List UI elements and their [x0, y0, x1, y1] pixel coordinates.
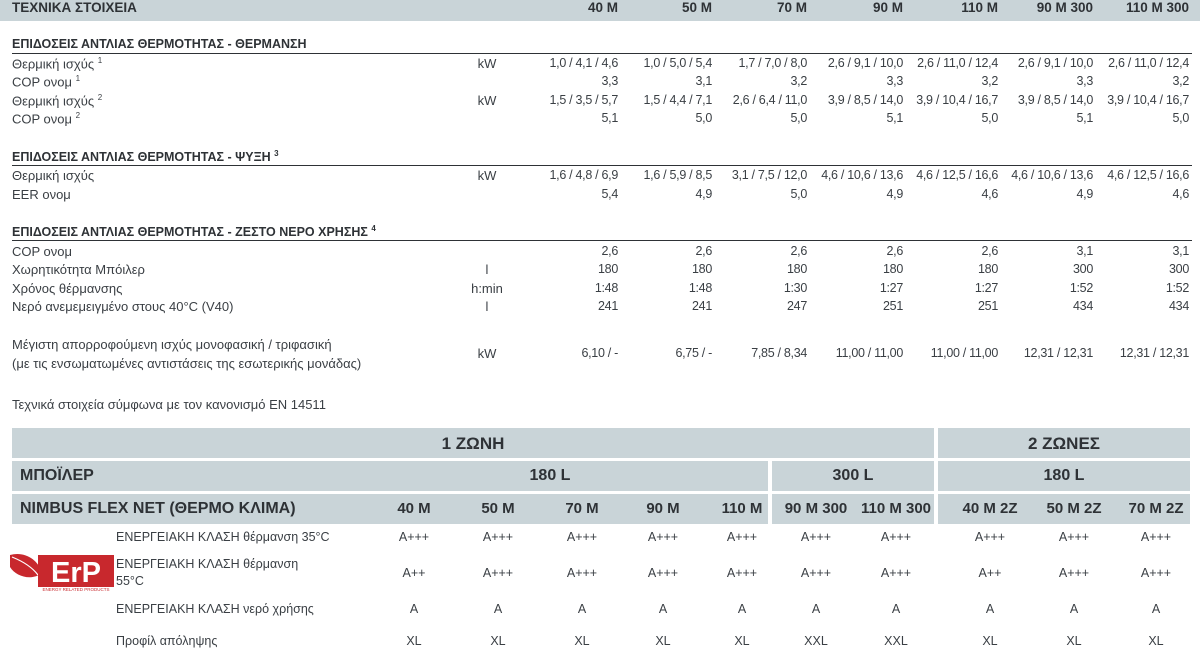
header-model-2: 50 M — [681, 0, 712, 15]
erp-model-5: 110 M — [721, 500, 763, 517]
heating-row-value: 2,6 / 6,4 / 11,0 — [732, 93, 807, 107]
zone2-label: 2 ΖΩΝΕΣ — [1027, 434, 1100, 453]
dhw-row-label: Χωρητικότητα Μπόιλερ — [12, 262, 145, 277]
erp-model-10: 70 M 2Z — [1128, 500, 1184, 517]
erp-row-value: A+++ — [726, 566, 758, 580]
erp-row-value: XL — [574, 634, 590, 648]
header-model-4: 90 M — [872, 0, 903, 15]
erp-row-value: A+++ — [566, 530, 598, 544]
erp-row-value: A — [493, 602, 503, 616]
erp-row-value: A — [891, 602, 901, 616]
dhw-row-value: 1:52 — [1165, 281, 1189, 295]
dhw-row-value: 180 — [598, 262, 618, 276]
erp-row-value: A+++ — [1140, 530, 1172, 544]
cooling-row-value: 4,9 — [695, 187, 712, 201]
cooling-row-label: Θερμική ισχύς — [12, 168, 95, 183]
erp-row-value: XL — [490, 634, 506, 648]
erp-row-value: A+++ — [647, 530, 679, 544]
dhw-row-value: 180 — [978, 262, 998, 276]
erp-row-value: A+++ — [1058, 530, 1090, 544]
erp-row-value: XXL — [804, 634, 828, 648]
dhw-row-value: 1:27 — [974, 281, 998, 295]
erp-row-value: A — [1151, 602, 1161, 616]
erp-row-value: A — [811, 602, 821, 616]
dhw-row-label: COP ονομ — [12, 244, 72, 259]
heating-row-value: 1,7 / 7,0 / 8,0 — [738, 56, 807, 70]
cooling-row-value: 5,4 — [601, 187, 618, 201]
erp-row-value: A+++ — [566, 566, 598, 580]
erp-row-value: A+++ — [880, 530, 912, 544]
dhw-row-value: 2,6 — [695, 244, 712, 258]
erp-row-value: A — [985, 602, 995, 616]
heating-row-value: 1,5 / 3,5 / 5,7 — [549, 93, 618, 107]
erp-row-value: XL — [1148, 634, 1164, 648]
erp-row-value: A+++ — [647, 566, 679, 580]
product-label: NIMBUS FLEX NET (ΘΕΡΜΟ ΚΛΙΜΑ) — [20, 500, 296, 517]
cooling-row-value: 4,6 / 12,5 / 16,6 — [916, 168, 998, 182]
erp-model-3: 70 M — [565, 500, 599, 517]
erp-model-1: 40 M — [397, 500, 431, 517]
heating-row-value: 3,3 — [601, 74, 618, 88]
erp-row-value: A+++ — [726, 530, 758, 544]
dhw-row-value: 2,6 — [981, 244, 998, 258]
heating-section-title: ΕΠΙΔΟΣΕΙΣ ΑΝΤΛΙΑΣ ΘΕΡΜΟΤΗΤΑΣ - ΘΕΡΜΑΝΣΗ — [12, 37, 307, 51]
erp-row-label-line2: 55°C — [116, 574, 144, 588]
cooling-row-value: 4,6 — [1172, 187, 1189, 201]
power-value: 12,31 / 12,31 — [1023, 346, 1093, 360]
dhw-row-value: 180 — [692, 262, 712, 276]
erp-row-value: A — [1069, 602, 1079, 616]
erp-row-value: A+++ — [880, 566, 912, 580]
heating-row-value: 3,9 / 8,5 / 14,0 — [1017, 93, 1093, 107]
zone1-label: 1 ΖΩΝΗ — [441, 434, 505, 453]
dhw-row-value: 434 — [1169, 299, 1189, 313]
heating-row-value: 1,0 / 5,0 / 5,4 — [643, 56, 712, 70]
header-model-1: 40 M — [587, 0, 618, 15]
heating-row-value: 2,6 / 11,0 / 12,4 — [1108, 56, 1189, 70]
dhw-row-value: 2,6 — [601, 244, 618, 258]
power-label-line1: Μέγιστη απορροφούμενη ισχύς μονοφασική / τριφασική — [12, 337, 332, 352]
heating-section-divider — [12, 53, 1192, 54]
erp-logo-text: ErP — [51, 557, 101, 589]
boiler-label: ΜΠΟΪΛΕΡ — [20, 467, 94, 484]
heating-row-value: 5,0 — [981, 111, 998, 125]
dhw-row-value: 180 — [883, 262, 903, 276]
standard-note: Τεχνικά στοιχεία σύμφωνα με τον κανονισμό EN 14511 — [12, 397, 326, 412]
cooling-row-value: 5,0 — [790, 187, 807, 201]
erp-row-value: XL — [655, 634, 671, 648]
page-title: ΤΕΧΝΙΚΑ ΣΤΟΙΧΕΙΑ — [12, 0, 137, 15]
erp-row-value: A — [409, 602, 419, 616]
heating-row-label: COP ονομ $^2$ — [12, 111, 81, 127]
cooling-row-value: 4,9 — [886, 187, 903, 201]
heating-row-value: 3,3 — [886, 74, 903, 88]
dhw-row-value: 1:48 — [688, 281, 712, 295]
heating-row-value: 3,2 — [1172, 74, 1189, 88]
dhw-row-value: 241 — [692, 299, 712, 313]
dhw-row-value: 1:30 — [783, 281, 807, 295]
erp-row-value: A+++ — [1058, 566, 1090, 580]
erp-model-9: 50 M 2Z — [1046, 500, 1102, 517]
erp-row-value: A — [577, 602, 587, 616]
power-value: 11,00 / 11,00 — [930, 346, 998, 360]
erp-row-value: A++ — [402, 566, 426, 580]
cooling-row-value: 4,6 / 12,5 / 16,6 — [1107, 168, 1189, 182]
heating-row-value: 1,5 / 4,4 / 7,1 — [643, 93, 712, 107]
boiler-band-180 — [12, 461, 768, 491]
heating-row-value: 3,9 / 10,4 / 16,7 — [1107, 93, 1189, 107]
heating-row-label: COP ονομ $^1$ — [12, 74, 81, 90]
heating-row-value: 1,0 / 4,1 / 4,6 — [549, 56, 618, 70]
power-value: 6,75 / - — [675, 346, 712, 360]
dhw-row-value: 1:27 — [879, 281, 903, 295]
power-value: 12,31 / 12,31 — [1119, 346, 1189, 360]
dhw-row-value: 251 — [978, 299, 998, 313]
boiler-180-label: 180 L — [529, 467, 571, 484]
erp-row-label: ΕΝΕΡΓΕΙΑΚΗ ΚΛΑΣΗ νερό χρήσης — [116, 602, 314, 616]
power-value: 7,85 / 8,34 — [751, 346, 807, 360]
cooling-row-value: 3,1 / 7,5 / 12,0 — [731, 168, 807, 182]
erp-model-2: 50 M — [481, 500, 515, 517]
dhw-row-value: 251 — [883, 299, 903, 313]
erp-row-value: XXL — [884, 634, 908, 648]
header-model-3: 70 M — [776, 0, 807, 15]
heating-row-value: 3,1 — [695, 74, 712, 88]
cooling-row-value: 1,6 / 5,9 / 8,5 — [643, 168, 712, 182]
dhw-row-label: Χρόνος θέρμανσης — [12, 281, 123, 296]
heating-row-value: 5,0 — [790, 111, 807, 125]
erp-row-value: A++ — [978, 566, 1002, 580]
cooling-row-unit: kW — [477, 168, 497, 183]
heating-row-value: 2,6 / 9,1 / 10,0 — [1017, 56, 1093, 70]
dhw-row-value: 2,6 — [790, 244, 807, 258]
cooling-row-value: 4,6 / 10,6 / 13,6 — [821, 168, 903, 182]
power-unit: kW — [477, 346, 497, 361]
dhw-section-title: ΕΠΙΔΟΣΕΙΣ ΑΝΤΛΙΑΣ ΘΕΡΜΟΤΗΤΑΣ - ΖΕΣΤΟ ΝΕΡΟ ΧΡΗΣΗΣ $^4$ — [12, 224, 376, 240]
dhw-row-value: 300 — [1073, 262, 1093, 276]
header-model-7: 110 M 300 — [1125, 0, 1189, 15]
erp-row-value: XL — [1066, 634, 1082, 648]
erp-row-label: ΕΝΕΡΓΕΙΑΚΗ ΚΛΑΣΗ θέρμανση — [116, 557, 299, 571]
erp-row-value: A+++ — [482, 566, 514, 580]
dhw-row-label: Νερό ανεμεμειγμένο στους 40°C (V40) — [12, 299, 234, 314]
erp-row-value: A — [658, 602, 668, 616]
power-value: 6,10 / - — [581, 346, 618, 360]
heating-row-value: 5,1 — [1076, 111, 1093, 125]
power-value: 11,00 / 11,00 — [835, 346, 903, 360]
heating-row-label: Θερμική ισχύς $^2$ — [12, 93, 103, 109]
heating-row-value: 3,3 — [1076, 74, 1093, 88]
erp-row-value: A+++ — [482, 530, 514, 544]
erp-row-value: A+++ — [800, 566, 832, 580]
heating-row-value: 3,9 / 10,4 / 16,7 — [916, 93, 998, 107]
heating-row-label: Θερμική ισχύς $^1$ — [12, 56, 103, 72]
dhw-row-value: 1:48 — [594, 281, 618, 295]
erp-logo — [10, 551, 114, 593]
heating-row-unit: kW — [477, 93, 497, 108]
dhw-row-value: 2,6 — [886, 244, 903, 258]
erp-model-6: 90 M 300 — [784, 500, 848, 517]
heating-row-value: 5,0 — [1172, 111, 1189, 125]
dhw-row-value: 241 — [598, 299, 618, 313]
boiler-300-label: 300 L — [832, 467, 874, 484]
erp-row-value: XL — [406, 634, 422, 648]
erp-row-label: Προφίλ απόληψης — [116, 634, 218, 648]
erp-row-value: XL — [734, 634, 750, 648]
cooling-row-value: 4,9 — [1076, 187, 1093, 201]
boiler-180-2z-label: 180 L — [1043, 467, 1085, 484]
erp-row-value: A+++ — [398, 530, 430, 544]
dhw-row-value: 300 — [1169, 262, 1189, 276]
dhw-row-value: 1:52 — [1069, 281, 1093, 295]
dhw-row-unit: h:min — [471, 281, 503, 296]
heating-row-value: 5,1 — [886, 111, 903, 125]
heating-row-value: 3,9 / 8,5 / 14,0 — [827, 93, 903, 107]
erp-model-7: 110 M 300 — [860, 500, 932, 517]
dhw-section-divider — [12, 240, 1192, 241]
header-model-6: 90 M 300 — [1036, 0, 1093, 15]
heating-row-unit: kW — [477, 56, 497, 71]
dhw-row-value: 3,1 — [1172, 244, 1189, 258]
dhw-row-value: 434 — [1073, 299, 1093, 313]
erp-row-value: A — [737, 602, 747, 616]
heating-row-value: 3,2 — [790, 74, 807, 88]
dhw-row-value: 3,1 — [1076, 244, 1093, 258]
erp-logo-subtext: ENERGY RELATED PRODUCTS — [42, 587, 110, 592]
erp-model-4: 90 M — [646, 500, 680, 517]
heating-row-value: 2,6 / 9,1 / 10,0 — [827, 56, 903, 70]
heating-row-value: 2,6 / 11,0 / 12,4 — [917, 56, 998, 70]
cooling-section-divider — [12, 165, 1192, 166]
dhw-row-value: 180 — [787, 262, 807, 276]
heating-row-value: 5,1 — [601, 111, 618, 125]
dhw-row-value: 247 — [787, 299, 807, 313]
cooling-row-value: 4,6 — [981, 187, 998, 201]
erp-model-8: 40 M 2Z — [962, 500, 1018, 517]
header-model-5: 110 M — [961, 0, 998, 15]
erp-row-value: A+++ — [1140, 566, 1172, 580]
heating-row-value: 5,0 — [695, 111, 712, 125]
erp-row-value: A+++ — [974, 530, 1006, 544]
dhw-row-unit: l — [485, 299, 489, 314]
heating-row-value: 3,2 — [981, 74, 998, 88]
erp-row-value: XL — [982, 634, 998, 648]
cooling-row-value: 1,6 / 4,8 / 6,9 — [549, 168, 618, 182]
cooling-section-title: ΕΠΙΔΟΣΕΙΣ ΑΝΤΛΙΑΣ ΘΕΡΜΟΤΗΤΑΣ - ΨΥΞΗ $^3$ — [12, 149, 279, 165]
power-label-line2: (με τις ενσωματωμένες αντιστάσεις της εσωτερικής μονάδας) — [12, 356, 362, 371]
dhw-row-unit: l — [485, 262, 489, 277]
erp-row-value: A+++ — [800, 530, 832, 544]
cooling-row-label: EER ονομ — [12, 187, 71, 202]
erp-row-label: ΕΝΕΡΓΕΙΑΚΗ ΚΛΑΣΗ θέρμανση 35°C — [116, 530, 330, 544]
cooling-row-value: 4,6 / 10,6 / 13,6 — [1011, 168, 1093, 182]
